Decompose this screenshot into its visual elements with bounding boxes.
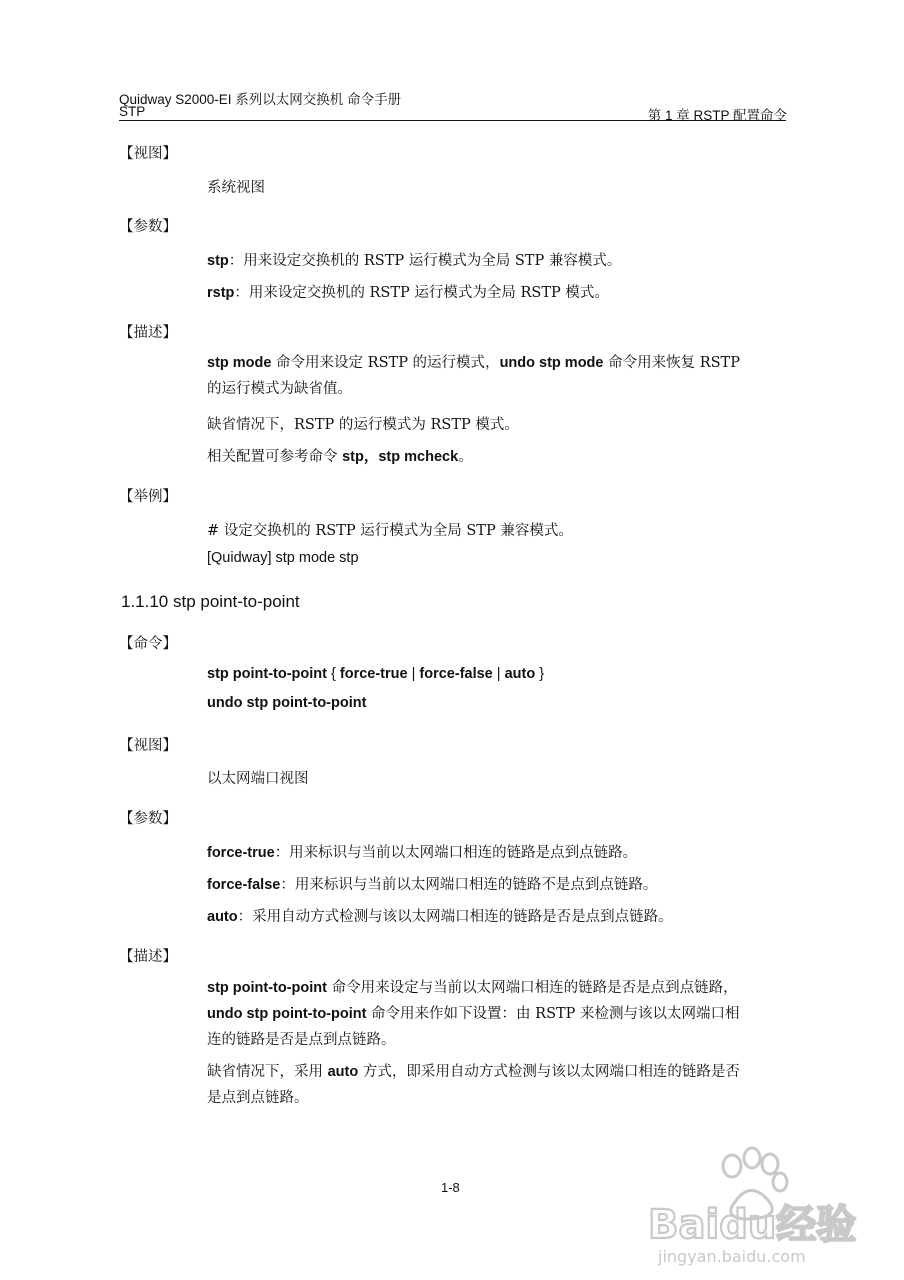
param-desc: ：用来设定交换机的 RSTP 运行模式为全局 RSTP 模式。 bbox=[234, 285, 609, 301]
param-stp bbox=[207, 249, 621, 270]
cmd-keyword: stp mode bbox=[207, 355, 272, 371]
syntax-punct: { bbox=[326, 666, 340, 682]
desc-related bbox=[207, 445, 473, 466]
param-keyword: auto bbox=[207, 909, 238, 925]
example-title: 【举例】 bbox=[119, 489, 177, 505]
cmd-keyword: auto bbox=[327, 1064, 359, 1080]
desc-text: 相关配置可参考命令 bbox=[207, 449, 343, 465]
param-force-false bbox=[207, 873, 657, 894]
header-chapter: 第 1 章 RSTP 配置命令 bbox=[647, 108, 787, 123]
cmd-keyword: stp，stp mcheck bbox=[342, 449, 459, 465]
page-number: 1-8 bbox=[441, 1180, 460, 1195]
param-title: 【参数】 bbox=[119, 811, 177, 827]
param-force-true bbox=[207, 841, 637, 862]
desc-text: 。 bbox=[458, 449, 473, 465]
cmd-keyword: auto bbox=[504, 666, 536, 682]
param-rstp bbox=[207, 281, 609, 302]
view-title: 【视图】 bbox=[119, 738, 177, 754]
desc-text: 连的链路是否是点到点链路。 bbox=[207, 1032, 396, 1048]
command-title: 【命令】 bbox=[119, 636, 177, 652]
desc-text: 命令用来恢复 RSTP bbox=[603, 355, 740, 371]
command-undo: undo stp point-to-point bbox=[207, 695, 367, 711]
syntax-punct: | bbox=[492, 666, 505, 682]
cmd-keyword: force-true bbox=[339, 666, 408, 682]
syntax-punct: | bbox=[407, 666, 420, 682]
param-desc: ：用来标识与当前以太网端口相连的链路不是点到点链路。 bbox=[280, 877, 658, 893]
view-text: 以太网端口视图 bbox=[207, 771, 309, 787]
watermark-url: jingyan.baidu.com bbox=[658, 1247, 806, 1266]
desc-text: 命令用来作如下设置：由 RSTP 来检测与该以太网端口相 bbox=[366, 1006, 740, 1022]
desc-text: 命令用来设定 RSTP 的运行模式， bbox=[271, 355, 500, 371]
header-rule bbox=[119, 120, 786, 121]
param-desc: ：用来设定交换机的 RSTP 运行模式为全局 STP 兼容模式。 bbox=[228, 253, 622, 269]
desc-title: 【描述】 bbox=[119, 325, 177, 341]
cmd-keyword: undo stp point-to-point bbox=[207, 1006, 367, 1022]
param-keyword: force-true bbox=[207, 845, 275, 861]
desc-text: 是点到点链路。 bbox=[207, 1090, 309, 1106]
desc-text: 缺省情况下，采用 bbox=[207, 1064, 328, 1080]
baidu-watermark bbox=[640, 1140, 870, 1270]
param-keyword: rstp bbox=[207, 285, 235, 301]
syntax-punct: } bbox=[535, 666, 545, 682]
param-keyword: force-false bbox=[207, 877, 281, 893]
section-heading: 1.1.10 stp point-to-point bbox=[121, 592, 300, 611]
watermark-brand: Baidu经验 bbox=[648, 1202, 857, 1248]
desc-default: 缺省情况下，RSTP 的运行模式为 RSTP 模式。 bbox=[207, 417, 519, 433]
header-section: STP bbox=[119, 104, 146, 119]
command-syntax bbox=[207, 666, 544, 682]
desc-default bbox=[207, 1059, 787, 1111]
cmd-keyword: undo stp mode bbox=[499, 355, 604, 371]
cmd-keyword: stp point-to-point bbox=[207, 666, 327, 682]
cmd-keyword: force-false bbox=[419, 666, 493, 682]
desc-paragraph bbox=[207, 975, 787, 1053]
param-auto bbox=[207, 905, 673, 926]
desc-title: 【描述】 bbox=[119, 949, 177, 965]
view-title: 【视图】 bbox=[119, 146, 177, 162]
desc-text: 方式，即采用自动方式检测与该以太网端口相连的链路是否 bbox=[358, 1064, 740, 1080]
example-command: [Quidway] stp mode stp bbox=[207, 550, 359, 566]
header-title: Quidway S2000-EI 系列以太网交换机 命令手册 bbox=[119, 92, 402, 107]
param-desc: ：用来标识与当前以太网端口相连的链路是点到点链路。 bbox=[274, 845, 638, 861]
param-desc: ：采用自动方式检测与该以太网端口相连的链路是否是点到点链路。 bbox=[237, 909, 673, 925]
baidu-paw-icon bbox=[640, 1140, 870, 1270]
view-text: 系统视图 bbox=[207, 180, 265, 196]
desc-text: 的运行模式为缺省值。 bbox=[207, 381, 352, 397]
example-comment: # 设定交换机的 RSTP 运行模式为全局 STP 兼容模式。 bbox=[207, 523, 573, 539]
desc-text: 命令用来设定与当前以太网端口相连的链路是否是点到点链路， bbox=[326, 980, 738, 996]
cmd-keyword: stp point-to-point bbox=[207, 980, 327, 996]
param-keyword: stp bbox=[207, 253, 229, 269]
desc-paragraph bbox=[207, 350, 787, 402]
param-title: 【参数】 bbox=[119, 219, 177, 235]
